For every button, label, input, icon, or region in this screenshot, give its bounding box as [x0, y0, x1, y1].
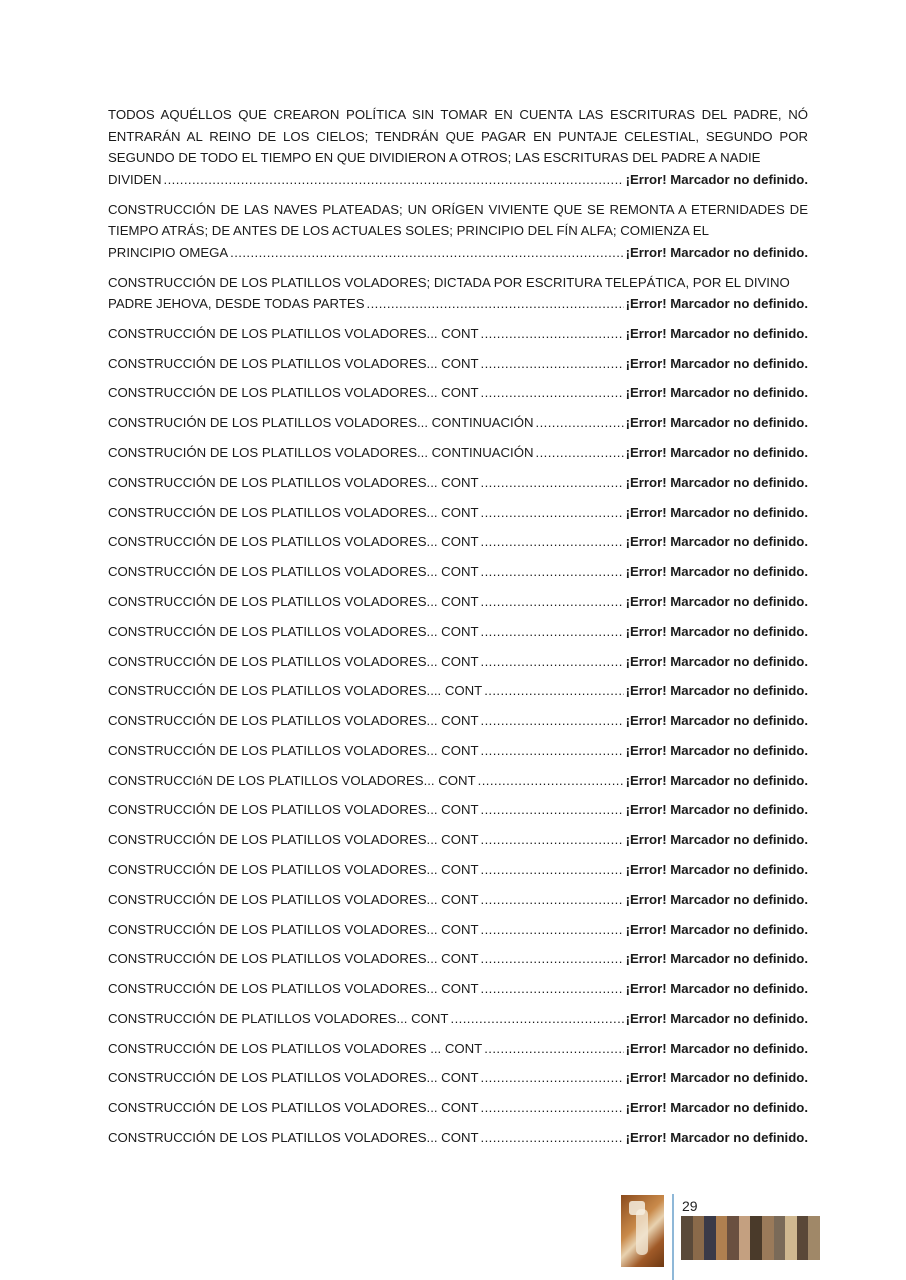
toc-dot-leader [481, 740, 624, 762]
toc-entry[interactable] [108, 889, 808, 911]
toc-page-ref: ¡Error! Marcador no definido. [625, 891, 808, 907]
toc-page-ref: ¡Error! Marcador no definido. [625, 474, 808, 490]
toc-entry[interactable] [108, 561, 808, 583]
toc-entry-text: CONSTRUCCIÓN DE LOS PLATILLOS VOLADORES... CONT [108, 385, 479, 401]
toc-entry-text: TODOS AQUÉLLOS QUE CREARON POLÍTICA SIN TOMAR EN CUENTA LAS ESCRITURAS DEL PADRE, NÓ ENTRARÁN AL REINO DE LOS CIELOS; TENDRÁN QUE PAGAR EN PUNTAJE CELESTIAL, SEGUNDO POR SEGUNDO DE TODO EL TIEMPO EN QUE DIVIDIERON A OTROS; LAS ESCRITURAS DEL PADRE A NADIE [108, 107, 808, 166]
toc-entry-text: CONSTRUCCIÓN DE LOS PLATILLOS VOLADORES... CONT [108, 504, 479, 520]
toc-entry-text: CONSTRUCCIÓN DE LOS PLATILLOS VOLADORES... CONT [108, 981, 479, 997]
toc-entry-text: CONSTRUCCIÓN DE LOS PLATILLOS VOLADORES ... CONT [108, 1040, 483, 1056]
toc-page-ref: ¡Error! Marcador no definido. [625, 742, 808, 758]
toc-entry[interactable] [108, 1008, 808, 1030]
strip-photo-segment [681, 1216, 693, 1260]
toc-dot-leader [481, 591, 624, 613]
toc-page-ref: ¡Error! Marcador no definido. [625, 861, 808, 877]
strip-photo-segment [693, 1216, 705, 1260]
toc-entry[interactable] [108, 740, 808, 762]
toc-entry-text: CONSTRUCCIÓN DE LOS PLATILLOS VOLADORES... CONT [108, 593, 479, 609]
toc-entry-text: CONSTRUCCIóN DE LOS PLATILLOS VOLADORES... CONT [108, 772, 476, 788]
toc-entry[interactable] [108, 591, 808, 613]
toc-page-ref: ¡Error! Marcador no definido. [625, 1010, 808, 1026]
strip-photo-segment [774, 1216, 786, 1260]
toc-entry[interactable] [108, 710, 808, 732]
toc-entry[interactable] [108, 1127, 808, 1149]
toc-entry-text: CONSTRUCCIÓN DE LOS PLATILLOS VOLADORES; DICTADA POR ESCRITURA TELEPÁTICA, POR EL DIVINO [108, 274, 790, 290]
toc-page-ref: ¡Error! Marcador no definido. [625, 564, 808, 580]
toc-entry[interactable] [108, 323, 808, 345]
toc-entry[interactable] [108, 502, 808, 524]
toc-dot-leader [481, 353, 624, 375]
toc-entry-last-line [108, 293, 808, 315]
strip-photo-segment [727, 1216, 739, 1260]
toc-entry-text-end: PADRE JEHOVA, DESDE TODAS PARTES [108, 296, 365, 312]
strip-photo-segment [750, 1216, 762, 1260]
toc-entry[interactable] [108, 272, 808, 315]
toc-entry[interactable] [108, 412, 808, 434]
toc-entry[interactable] [108, 919, 808, 941]
toc-entry[interactable] [108, 1097, 808, 1119]
toc-dot-leader [451, 1008, 624, 1030]
toc-page-ref: ¡Error! Marcador no definido. [625, 593, 808, 609]
toc-entry-text: CONSTRUCCIÓN DE LOS PLATILLOS VOLADORES... CONT [108, 564, 479, 580]
toc-entry-text: CONSTRUCCIÓN DE LOS PLATILLOS VOLADORES... CONT [108, 355, 479, 371]
toc-page-ref: ¡Error! Marcador no definido. [625, 1040, 808, 1056]
footer-figurine-image [621, 1195, 664, 1267]
toc-page-ref: ¡Error! Marcador no definido. [625, 981, 808, 997]
toc-entry-text: CONSTRUCCIÓN DE LOS PLATILLOS VOLADORES... CONT [108, 623, 479, 639]
toc-entry-text: CONSTRUCIÓN DE LOS PLATILLOS VOLADORES... CONTINUACIÓN [108, 415, 534, 431]
toc-entry-text: CONSTRUCCIÓN DE LOS PLATILLOS VOLADORES... CONT [108, 802, 479, 818]
toc-entry-text: CONSTRUCCIÓN DE LOS PLATILLOS VOLADORES... CONT [108, 713, 479, 729]
toc-entry[interactable] [108, 799, 808, 821]
toc-entry-text: CONSTRUCCIÓN DE LOS PLATILLOS VOLADORES... CONT [108, 1100, 479, 1116]
toc-page-ref: ¡Error! Marcador no definido. [625, 385, 808, 401]
toc-page-ref: ¡Error! Marcador no definido. [625, 772, 808, 788]
toc-entry-last-line [108, 169, 808, 191]
toc-entry[interactable] [108, 353, 808, 375]
figurine-body-shape [636, 1209, 648, 1255]
toc-page-ref: ¡Error! Marcador no definido. [625, 623, 808, 639]
toc-entry[interactable] [108, 829, 808, 851]
toc-entry[interactable] [108, 1067, 808, 1089]
toc-dot-leader [481, 948, 624, 970]
toc-entry-text: CONSTRUCCIÓN DE LOS PLATILLOS VOLADORES... CONT [108, 921, 479, 937]
figurine-head-shape [629, 1201, 645, 1215]
toc-entry-text-end: DIVIDEN [108, 171, 162, 187]
toc-page-ref: ¡Error! Marcador no definido. [625, 445, 808, 461]
toc-entry-text: CONSTRUCCIÓN DE LOS PLATILLOS VOLADORES... CONT [108, 534, 479, 550]
toc-dot-leader [481, 799, 624, 821]
toc-dot-leader [481, 651, 624, 673]
strip-photo-segment [704, 1216, 716, 1260]
toc-entry-text: CONSTRUCIÓN DE LOS PLATILLOS VOLADORES... CONTINUACIÓN [108, 445, 534, 461]
table-of-contents [108, 104, 808, 1157]
toc-dot-leader [164, 169, 624, 191]
toc-dot-leader [481, 829, 624, 851]
toc-entry-text: CONSTRUCCIÓN DE LOS PLATILLOS VOLADORES... CONT [108, 474, 479, 490]
toc-entry[interactable] [108, 531, 808, 553]
strip-photo-segment [785, 1216, 797, 1260]
toc-entry-last-line [108, 242, 808, 264]
toc-dot-leader [481, 382, 624, 404]
toc-entry-text: CONSTRUCCIÓN DE LOS PLATILLOS VOLADORES... CONT [108, 742, 479, 758]
toc-entry[interactable] [108, 978, 808, 1000]
toc-dot-leader [536, 442, 624, 464]
toc-dot-leader [481, 1067, 624, 1089]
strip-photo-segment [808, 1216, 820, 1260]
toc-entry[interactable] [108, 770, 808, 792]
toc-single-entries [108, 323, 808, 1149]
toc-page-ref: ¡Error! Marcador no definido. [625, 171, 808, 187]
toc-entry-text: CONSTRUCCIÓN DE LOS PLATILLOS VOLADORES... CONT [108, 1130, 479, 1145]
strip-photo-segment [797, 1216, 809, 1260]
toc-page-ref: ¡Error! Marcador no definido. [625, 802, 808, 818]
toc-dot-leader [481, 710, 624, 732]
toc-dot-leader [484, 680, 623, 702]
strip-photo-segment [716, 1216, 728, 1260]
toc-entry[interactable] [108, 948, 808, 970]
toc-entry[interactable] [108, 680, 808, 702]
toc-dot-leader [478, 770, 624, 792]
toc-multiline-entries [108, 104, 808, 315]
toc-entry-text: CONSTRUCCIÓN DE LOS PLATILLOS VOLADORES... CONT [108, 951, 479, 967]
toc-entry-text: CONSTRUCCIÓN DE PLATILLOS VOLADORES... CONT [108, 1010, 449, 1026]
toc-entry[interactable] [108, 859, 808, 881]
toc-dot-leader [481, 978, 624, 1000]
toc-page-ref: ¡Error! Marcador no definido. [625, 296, 808, 312]
toc-entry[interactable] [108, 1038, 808, 1060]
toc-entry[interactable] [108, 472, 808, 494]
toc-entry-text: CONSTRUCCIÓN DE LOS PLATILLOS VOLADORES.... CONT [108, 683, 483, 699]
toc-dot-leader [481, 621, 624, 643]
toc-dot-leader [481, 531, 624, 553]
toc-entry-text: CONSTRUCCIÓN DE LOS PLATILLOS VOLADORES... CONT [108, 861, 479, 877]
toc-dot-leader [481, 472, 624, 494]
toc-dot-leader [481, 919, 624, 941]
toc-dot-leader [536, 412, 624, 434]
toc-entry[interactable] [108, 651, 808, 673]
toc-page-ref: ¡Error! Marcador no definido. [625, 504, 808, 520]
toc-page-ref: ¡Error! Marcador no definido. [625, 653, 808, 669]
toc-page-ref: ¡Error! Marcador no definido. [625, 683, 808, 699]
toc-page-ref: ¡Error! Marcador no definido. [625, 355, 808, 371]
toc-entry-text: CONSTRUCCIÓN DE LOS PLATILLOS VOLADORES... CONT [108, 653, 479, 669]
toc-dot-leader [481, 502, 624, 524]
toc-page-ref: ¡Error! Marcador no definido. [625, 534, 808, 550]
toc-entry[interactable] [108, 621, 808, 643]
toc-entry[interactable] [108, 442, 808, 464]
toc-page-ref: ¡Error! Marcador no definido. [625, 244, 808, 260]
footer-vertical-rule [672, 1194, 674, 1280]
toc-dot-leader [481, 1097, 624, 1119]
toc-dot-leader [481, 889, 624, 911]
strip-photo-segment [762, 1216, 774, 1260]
toc-page-ref: ¡Error! Marcador no definido. [625, 713, 808, 729]
toc-dot-leader [481, 859, 624, 881]
page-number: 29 [682, 1198, 698, 1214]
toc-entry-text: CONSTRUCCIÓN DE LOS PLATILLOS VOLADORES... CONT [108, 1070, 479, 1086]
toc-page-ref: ¡Error! Marcador no definido. [625, 325, 808, 341]
toc-page-ref: ¡Error! Marcador no definido. [625, 1130, 808, 1145]
footer-image-strip [681, 1216, 820, 1260]
toc-page-ref: ¡Error! Marcador no definido. [625, 921, 808, 937]
toc-entry[interactable] [108, 382, 808, 404]
toc-dot-leader [367, 293, 624, 315]
toc-dot-leader [484, 1038, 623, 1060]
toc-page-ref: ¡Error! Marcador no definido. [625, 1100, 808, 1116]
toc-entry-text: CONSTRUCCIÓN DE LOS PLATILLOS VOLADORES... CONT [108, 891, 479, 907]
toc-page-ref: ¡Error! Marcador no definido. [625, 1070, 808, 1086]
toc-dot-leader [481, 323, 624, 345]
toc-entry-text: CONSTRUCCIÓN DE LAS NAVES PLATEADAS; UN ORÍGEN VIVIENTE QUE SE REMONTA A ETERNIDADES DE TIEMPO ATRÁS; DE ANTES DE LOS ACTUALES SOLES; PRINCIPIO DEL FÍN ALFA; COMIENZA EL [108, 201, 808, 239]
toc-page-ref: ¡Error! Marcador no definido. [625, 951, 808, 967]
toc-page-ref: ¡Error! Marcador no definido. [625, 832, 808, 848]
toc-entry-text-end: PRINCIPIO OMEGA [108, 244, 229, 260]
toc-page-ref: ¡Error! Marcador no definido. [625, 415, 808, 431]
strip-photo-segment [739, 1216, 751, 1260]
toc-dot-leader [230, 242, 623, 264]
toc-entry[interactable] [108, 104, 808, 190]
toc-entry-text: CONSTRUCCIÓN DE LOS PLATILLOS VOLADORES... CONT [108, 325, 479, 341]
toc-entry[interactable] [108, 199, 808, 264]
toc-entry-text: CONSTRUCCIÓN DE LOS PLATILLOS VOLADORES... CONT [108, 832, 479, 848]
toc-dot-leader [481, 1127, 624, 1149]
toc-dot-leader [481, 561, 624, 583]
